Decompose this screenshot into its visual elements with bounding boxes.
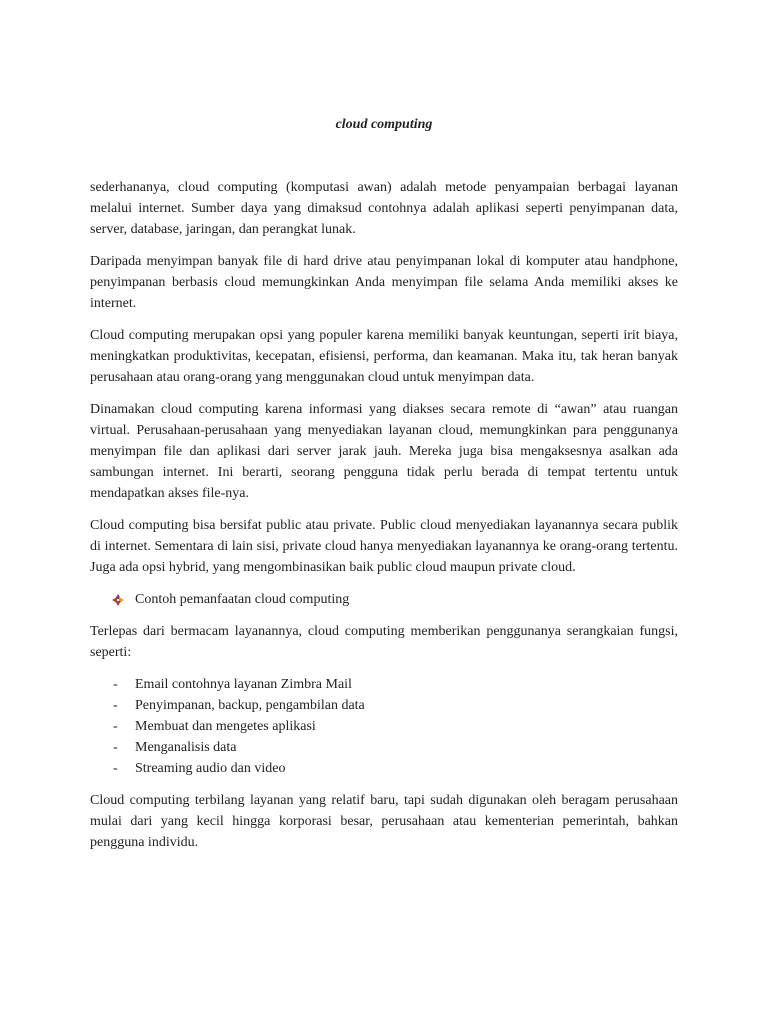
list-item-text: Menganalisis data xyxy=(135,740,237,755)
document-body xyxy=(90,177,678,864)
paragraph: sederhananya, cloud computing (komputasi awan) adalah metode penyampaian berbagai layanan melalui internet. Sumber daya yang dimaksud contohnya adalah aplikasi seperti penyimpanan data, server, database, jaringan, dan perangkat lunak. xyxy=(90,180,678,237)
section-heading-label: Contoh pemanfaatan cloud computing xyxy=(135,592,350,607)
section-intro: Terlepas dari bermacam layanannya, cloud computing memberikan penggunanya serangkaian fungsi, seperti: xyxy=(90,624,678,660)
list-item xyxy=(90,674,678,695)
list-item-text: Email contohnya layanan Zimbra Mail xyxy=(135,677,352,692)
list-dash: - xyxy=(113,740,118,755)
section-heading xyxy=(90,589,678,610)
list-item xyxy=(90,737,678,758)
list-item xyxy=(90,695,678,716)
list-dash: - xyxy=(113,698,118,713)
list-item xyxy=(90,716,678,737)
paragraph: Daripada menyimpan banyak file di hard drive atau penyimpanan lokal di komputer atau handphone, penyimpanan berbasis cloud memungkinkan Anda menyimpan file selama Anda memiliki akses ke internet. xyxy=(90,254,678,311)
list-dash: - xyxy=(113,677,118,692)
paragraph: Cloud computing merupakan opsi yang populer karena memiliki banyak keuntungan, seperti irit biaya, meningkatkan produktivitas, kecepatan, efisiensi, performa, dan keamanan. Maka itu, tak heran banyak perusahaan atau orang-orang yang menggunakan cloud untuk menyimpan data. xyxy=(90,328,678,385)
list-dash: - xyxy=(113,719,118,734)
list-item-text: Penyimpanan, backup, pengambilan data xyxy=(135,698,365,713)
list-item-text: Membuat dan mengetes aplikasi xyxy=(135,719,316,734)
paragraph: Cloud computing bisa bersifat public atau private. Public cloud menyediakan layanannya secara publik di internet. Sementara di lain sisi, private cloud hanya menyediakan layanannya ke orang-orang tertentu. Juga ada opsi hybrid, yang mengombinasikan baik public cloud maupun private cloud. xyxy=(90,518,678,575)
paragraph: Dinamakan cloud computing karena informasi yang diakses secara remote di “awan” atau ruangan virtual. Perusahaan-perusahaan yang menyediakan layanan cloud, memungkinkan para penggunanya menyimpan file dan aplikasi dari server jarak jauh. Mereka juga bisa mengaksesnya asalkan ada sambungan internet. Ini berarti, seorang pengguna tidak perlu berada di tempat tertentu untuk mendapatkan akses file-nya. xyxy=(90,402,678,501)
list-dash: - xyxy=(113,761,118,776)
list-item xyxy=(90,758,678,779)
arrow-bullet-icon xyxy=(112,594,124,606)
closing-paragraph: Cloud computing terbilang layanan yang relatif baru, tapi sudah digunakan oleh beragam perusahaan mulai dari yang kecil hingga korporasi besar, perusahaan atau kementerian pemerintah, bahkan pengguna individu. xyxy=(90,793,678,850)
list-item-text: Streaming audio dan video xyxy=(135,761,286,776)
document-title: cloud computing xyxy=(335,117,433,132)
function-list xyxy=(90,674,678,779)
